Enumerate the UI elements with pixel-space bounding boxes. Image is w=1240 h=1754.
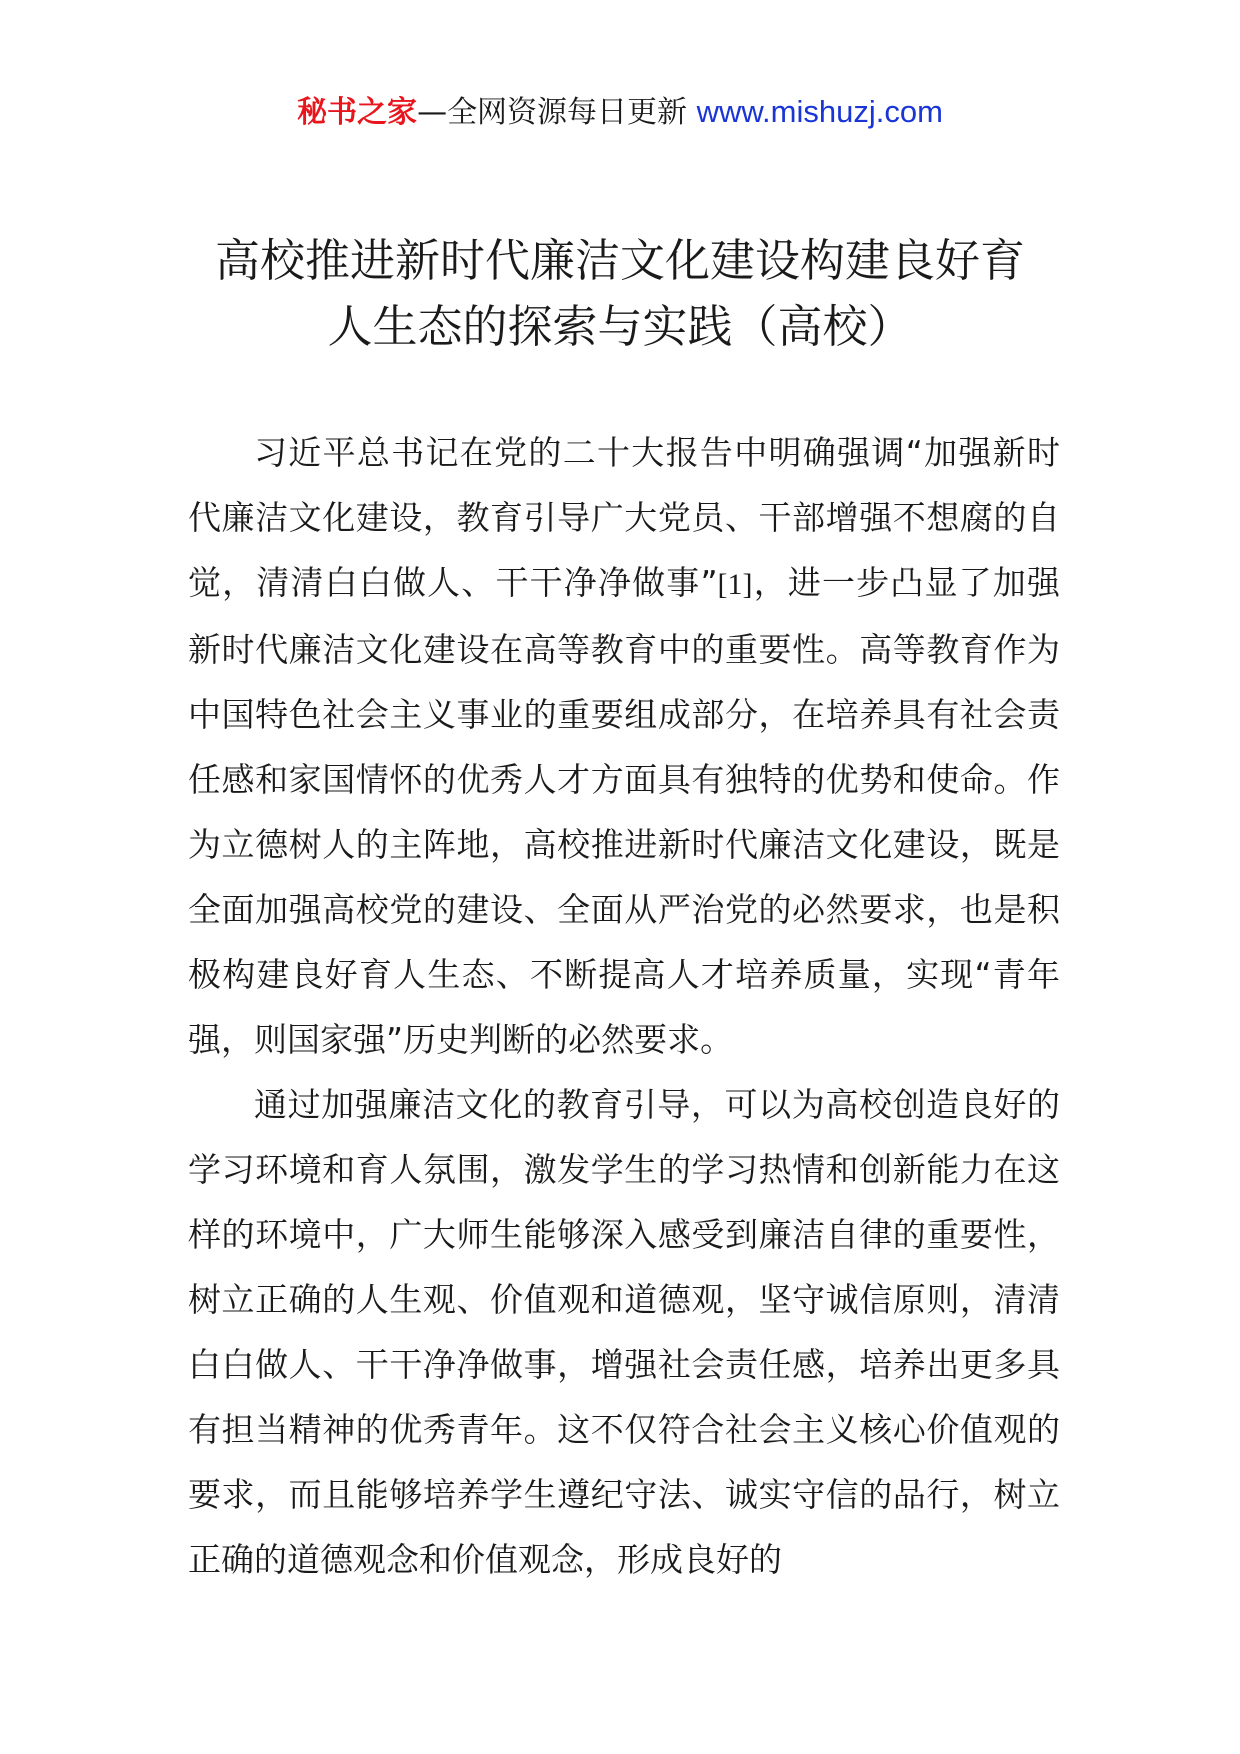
- paragraph-2: 通过加强廉洁文化的教育引导，可以为高校创造良好的学习环境和育人氛围，激发学生的学习热情和创新能力在这样的环境中，广大师生能够深入感受到廉洁自律的重要性，树立正确的人生观、价值观和道德观，坚守诚信原则，清清白白做人、干干净净做事，增强社会责任感，培养出更多具有担当精神的优秀青年。这不仅符合社会主义核心价值观的要求，而且能够培养学生遵纪守法、诚实守信的品行，树立正确的道德观念和价值观念，形成良好的: [188, 1085, 1060, 1579]
- paragraph-1: [188, 420, 1060, 1072]
- title-line-1: 高校推进新时代廉洁文化建设构建良好育: [214, 234, 1025, 287]
- document-body: [188, 420, 1060, 1592]
- document-title: [190, 228, 1050, 360]
- paragraph-1-part-a: 习近平总书记在党的二十大报告中明确强调“加强新时代廉洁文化建设，教育引导广大党员、干部增强不想腐的自觉，清清白白做人、干干净净做事”: [188, 433, 1060, 602]
- site-tagline: —全网资源每日更新: [417, 95, 697, 130]
- site-header: [0, 92, 1240, 133]
- site-brand: 秘书之家: [297, 95, 418, 130]
- paragraph-1-part-b: ，进一步凸显了加强新时代廉洁文化建设在高等教育中的重要性。高等教育作为中国特色社会主义事业的重要组成部分，在培养具有社会责任感和家国情怀的优秀人才方面具有独特的优势和使命。作为立德树人的主阵地，高校推进新时代廉洁文化建设，既是全面加强高校党的建设、全面从严治党的必然要求，也是积极构建良好育人生态、不断提高人才培养质量，实现“青年强，则国家强”历史判断的必然要求。: [188, 563, 1060, 1059]
- site-url: www.mishuzj.com: [696, 94, 943, 129]
- citation-reference: [1]: [717, 568, 753, 601]
- title-line-2: 人生态的探索与实践（高校）: [327, 300, 913, 353]
